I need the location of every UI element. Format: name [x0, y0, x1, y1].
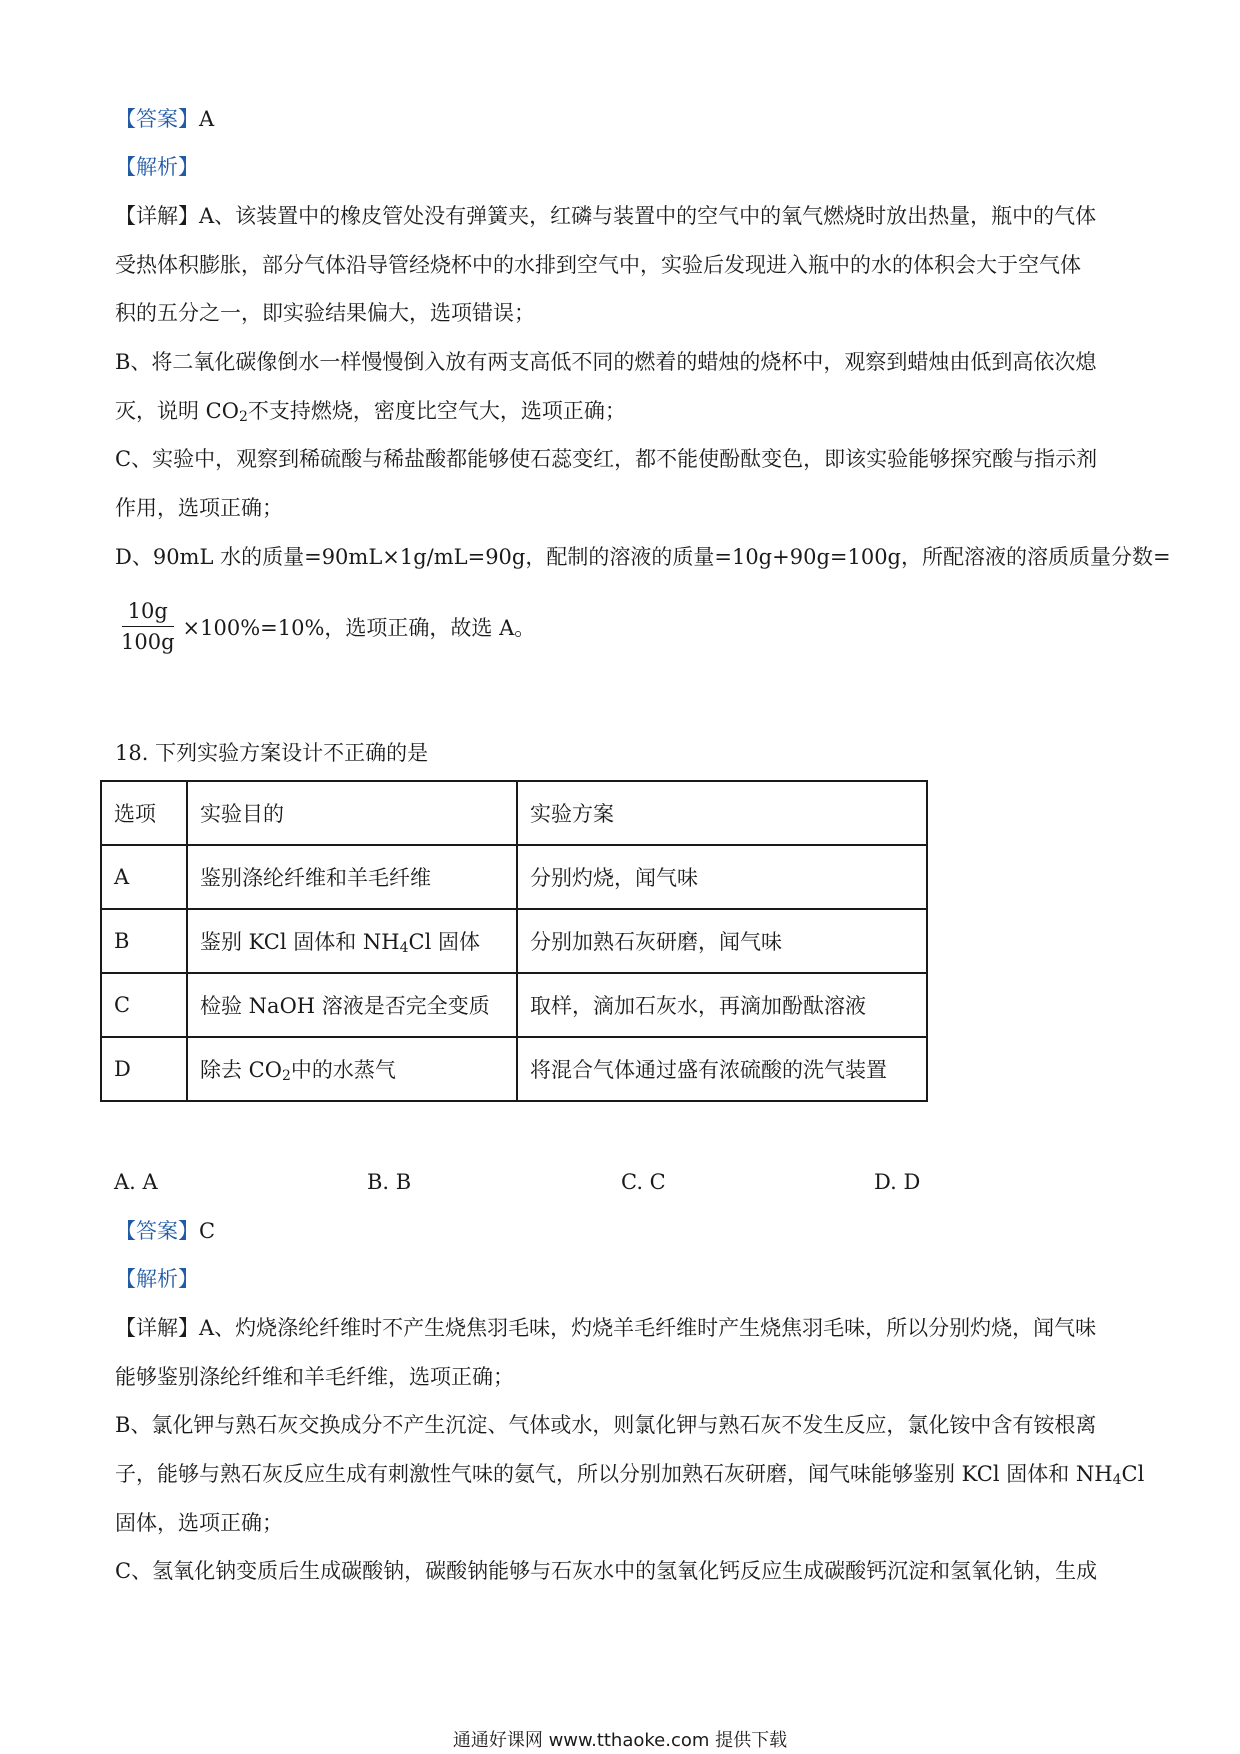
option-cell: D [101, 1037, 187, 1101]
subscript: 4 [399, 940, 409, 956]
q18-stem: 18. 下列实验方案设计不正确的是 [115, 741, 429, 765]
q18-detail-line-1 [115, 1313, 1096, 1343]
choice-d: D. D [874, 1170, 921, 1194]
q17-b-line-2 [115, 396, 626, 426]
q17-c-line-2: 作用，选项正确； [115, 496, 283, 520]
plan-cell: 将混合气体通过盛有浓硫酸的洗气装置 [517, 1037, 927, 1101]
text-segment: Cl [1121, 1462, 1145, 1486]
text-segment: 灭，说明 CO [115, 399, 239, 423]
table-row [101, 973, 927, 1037]
purpose-cell [187, 973, 517, 1037]
subscript: 2 [238, 409, 248, 425]
subscript: 2 [281, 1068, 291, 1084]
plan-cell: 分别加熟石灰研磨，闻气味 [517, 909, 927, 973]
option-cell: B [101, 909, 187, 973]
choice-c: C. C [621, 1170, 666, 1194]
option-cell: A [101, 845, 187, 909]
fraction-formula [115, 598, 535, 655]
text-segment: 中的水蒸气 [290, 1058, 396, 1082]
text-segment: 不支持燃烧，密度比空气大，选项正确； [247, 399, 626, 423]
q18-c-line-1: C、氢氧化钠变质后生成碳酸钠，碳酸钠能够与石灰水中的氢氧化钙反应生成碳酸钙沉淀和氢氧化钠，生成 [115, 1559, 1098, 1583]
q17-c-line-1: C、实验中，观察到稀硫酸与稀盐酸都能够使石蕊变红，都不能使酚酞变色，即该实验能够探究酸与指示剂 [115, 447, 1098, 471]
formula-tail: ×100%=10%，选项正确，故选 A。 [182, 615, 536, 640]
text-segment: 子，能够与熟石灰反应生成有刺激性气味的氨气，所以分别加熟石灰研磨，闻气味能够鉴别 KCl 固体和 NH [115, 1462, 1113, 1486]
fraction-numerator: 10g [122, 598, 174, 627]
choice-b: B. B [367, 1170, 412, 1194]
q18-analysis-line [115, 1264, 199, 1294]
plan-cell: 分别灼烧，闻气味 [517, 845, 927, 909]
analysis-tag: 【解析】 [115, 1267, 199, 1291]
fraction-denominator: 100g [121, 630, 175, 654]
table-header-cell: 选项 [101, 781, 187, 845]
subscript: 4 [1112, 1472, 1122, 1488]
q18-detail-line-2: 能够鉴别涤纶纤维和羊毛纤维，选项正确； [115, 1365, 514, 1389]
analysis-tag: 【解析】 [115, 155, 199, 179]
answer-value: C [199, 1219, 216, 1243]
page-footer: 通通好课网 www.tthaoke.com 提供下载 [452, 1730, 788, 1751]
text-segment: 鉴别涤纶纤维和羊毛纤维 [200, 866, 431, 890]
q18-b-line-3: 固体，选项正确； [115, 1511, 283, 1535]
answer-value: A [199, 107, 215, 131]
q18-answer-line [115, 1216, 215, 1246]
q18-b-line-2 [115, 1459, 1144, 1489]
q18-b-line-1: B、氯化钾与熟石灰交换成分不产生沉淀、气体或水，则氯化钾与熟石灰不发生反应，氯化铵中含有铵根离 [115, 1413, 1097, 1437]
table-row [101, 1037, 927, 1101]
q17-answer-line [115, 104, 214, 134]
detail-text: A、该装置中的橡皮管处没有弹簧夹，红磷与装置中的空气中的氧气燃烧时放出热量，瓶中的气体 [199, 204, 1097, 228]
detail-tag: 【详解】 [115, 1316, 199, 1340]
text-segment: 检验 NaOH 溶液是否完全变质 [200, 994, 490, 1018]
text-segment: 除去 CO [200, 1058, 282, 1082]
q17-detail-line-2: 受热体积膨胀，部分气体沿导管经烧杯中的水排到空气中，实验后发现进入瓶中的水的体积会大于空气体 [115, 253, 1081, 277]
q17-detail-line-3: 积的五分之一，即实验结果偏大，选项错误； [115, 301, 535, 325]
answer-tag: 【答案】 [115, 107, 199, 131]
option-cell: C [101, 973, 187, 1037]
text-segment: Cl 固体 [408, 930, 481, 954]
answer-tag: 【答案】 [115, 1219, 199, 1243]
detail-tag: 【详解】 [115, 204, 199, 228]
table-header-cell: 实验目的 [187, 781, 517, 845]
q17-analysis-line [115, 152, 199, 182]
purpose-cell [187, 909, 517, 973]
fraction [115, 598, 181, 655]
table-header-cell: 实验方案 [517, 781, 927, 845]
purpose-cell [187, 845, 517, 909]
detail-text: A、灼烧涤纶纤维时不产生烧焦羽毛味，灼烧羊毛纤维时产生烧焦羽毛味，所以分别灼烧，闻气味 [199, 1316, 1097, 1340]
purpose-cell [187, 1037, 517, 1101]
options-table [100, 780, 928, 1102]
q17-detail-line-1 [115, 201, 1096, 231]
table-row [101, 909, 927, 973]
table-header-row [101, 781, 927, 845]
q17-d-line-1: D、90mL 水的质量=90mL×1g/mL=90g，配制的溶液的质量=10g+90g=100g，所配溶液的溶质质量分数= [115, 545, 1171, 569]
plan-cell: 取样，滴加石灰水，再滴加酚酞溶液 [517, 973, 927, 1037]
q17-b-line-1: B、将二氧化碳像倒水一样慢慢倒入放有两支高低不同的燃着的蜡烛的烧杯中，观察到蜡烛由低到高依次熄 [115, 350, 1097, 374]
choice-a: A. A [114, 1170, 158, 1194]
table-row [101, 845, 927, 909]
text-segment: 鉴别 KCl 固体和 NH [200, 930, 400, 954]
